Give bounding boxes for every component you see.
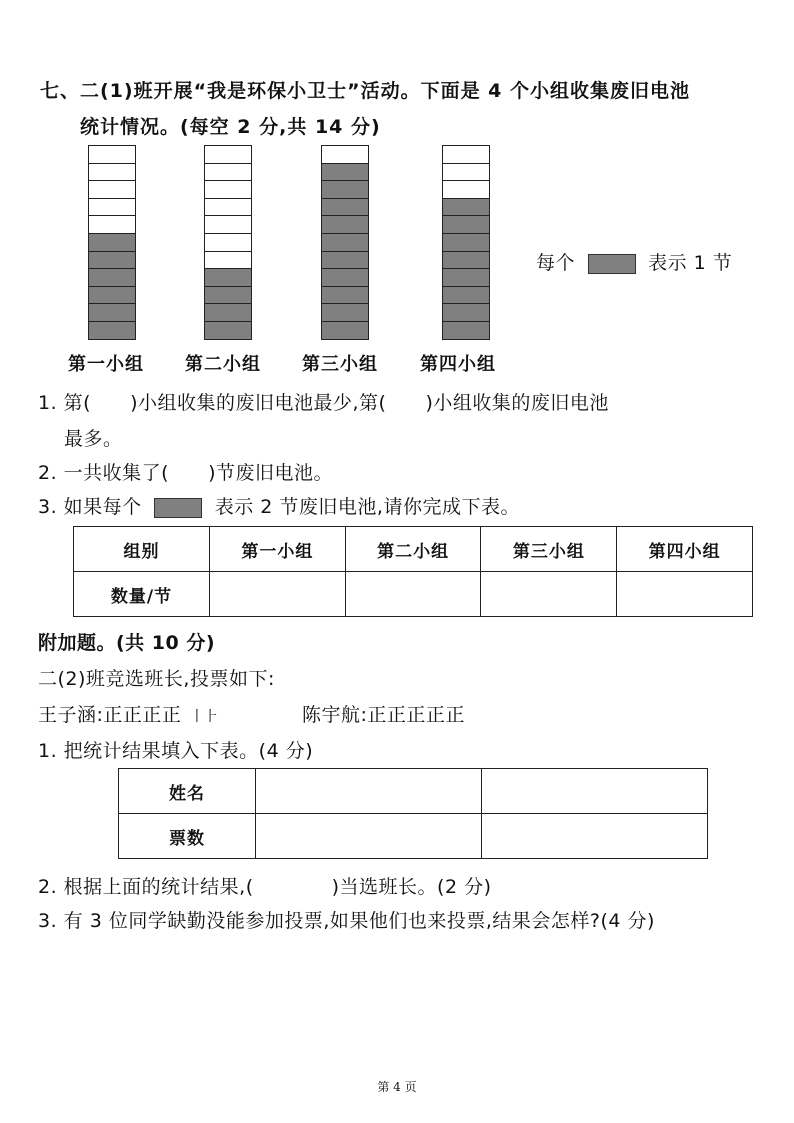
filled-cell	[321, 215, 369, 233]
empty-cell	[88, 163, 136, 181]
question-1-line1: 1. 第( )小组收集的废旧电池最少,第( )小组收集的废旧电池	[38, 392, 609, 414]
table-header-cell: 第三小组	[481, 527, 617, 572]
empty-cell	[204, 145, 252, 163]
question-3	[38, 492, 520, 519]
table-header-cell: 第四小组	[617, 527, 753, 572]
filled-cell	[321, 233, 369, 251]
bonus-question-1: 1. 把统计结果填入下表。(4 分)	[38, 740, 314, 762]
answer-cell[interactable]	[481, 814, 707, 859]
bonus-question-2: 2. 根据上面的统计结果,( )当选班长。(2 分)	[38, 876, 492, 898]
chart-category-label: 第二小组	[185, 354, 261, 375]
answer-cell[interactable]	[345, 572, 481, 617]
table-row	[119, 769, 708, 814]
legend-prefix: 每个	[536, 252, 576, 274]
question-2: 2. 一共收集了( )节废旧电池。	[38, 462, 333, 484]
chart-column-4	[442, 145, 490, 340]
chart-column-3	[321, 145, 369, 340]
filled-cell	[321, 321, 369, 340]
filled-cell	[321, 286, 369, 304]
filled-cell	[204, 268, 252, 286]
filled-cell	[442, 198, 490, 216]
filled-cell	[442, 303, 490, 321]
filled-cell	[88, 321, 136, 340]
chart-category-label: 第四小组	[420, 354, 496, 375]
question-1-line2: 最多。	[64, 428, 123, 450]
table-row-label: 数量/节	[74, 572, 210, 617]
tally-chen	[302, 700, 465, 727]
table-header-cell: 组别	[74, 527, 210, 572]
filled-cell	[442, 233, 490, 251]
legend-suffix: 表示 1 节	[648, 252, 733, 274]
filled-cell	[442, 321, 490, 340]
table-header-row	[74, 527, 753, 572]
filled-cell	[204, 321, 252, 340]
filled-cell	[442, 268, 490, 286]
empty-cell	[204, 215, 252, 233]
filled-cell	[88, 286, 136, 304]
filled-cell	[204, 303, 252, 321]
filled-cell	[88, 268, 136, 286]
empty-cell	[204, 233, 252, 251]
question-3-suffix: 表示 2 节废旧电池,请你完成下表。	[214, 496, 520, 518]
empty-cell	[442, 180, 490, 198]
answer-cell[interactable]	[255, 769, 481, 814]
empty-cell	[88, 145, 136, 163]
battery-count-table	[73, 526, 753, 617]
empty-cell	[204, 198, 252, 216]
chart-column-2	[204, 145, 252, 340]
empty-cell	[442, 163, 490, 181]
table-header-cell: 第一小组	[209, 527, 345, 572]
bonus-intro: 二(2)班竞选班长,投票如下:	[38, 668, 275, 690]
filled-cell	[321, 163, 369, 181]
filled-cell	[88, 233, 136, 251]
filled-cell	[321, 251, 369, 269]
question-3-swatch	[154, 498, 202, 518]
empty-cell	[204, 163, 252, 181]
filled-cell	[88, 251, 136, 269]
empty-cell	[88, 180, 136, 198]
bonus-question-3: 3. 有 3 位同学缺勤没能参加投票,如果他们也来投票,结果会怎样?(4 分)	[38, 910, 655, 932]
empty-cell	[321, 145, 369, 163]
filled-cell	[442, 215, 490, 233]
filled-cell	[321, 268, 369, 286]
filled-cell	[204, 286, 252, 304]
legend-swatch	[588, 254, 636, 274]
filled-cell	[442, 251, 490, 269]
table-row-label: 票数	[119, 814, 256, 859]
table-row	[119, 814, 708, 859]
tally-wang	[38, 700, 219, 727]
legend	[536, 248, 732, 275]
question-3-prefix: 3. 如果每个	[38, 496, 142, 518]
chart-category-label: 第三小组	[302, 354, 378, 375]
answer-cell[interactable]	[481, 769, 707, 814]
answer-cell[interactable]	[209, 572, 345, 617]
tally-name: 王子涵:	[38, 704, 104, 726]
answer-cell[interactable]	[481, 572, 617, 617]
table-row-label: 姓名	[119, 769, 256, 814]
tally-marks: 正正正正正	[367, 704, 465, 726]
empty-cell	[204, 251, 252, 269]
answer-cell[interactable]	[617, 572, 753, 617]
filled-cell	[321, 180, 369, 198]
table-header-cell: 第二小组	[345, 527, 481, 572]
vote-count-table	[118, 768, 708, 859]
filled-cell	[321, 303, 369, 321]
page-number: 第 4 页	[377, 1080, 417, 1094]
empty-cell	[204, 180, 252, 198]
bonus-title: 附加题。(共 10 分)	[38, 632, 216, 654]
tally-partial-mark: ⼁⺊	[189, 709, 219, 725]
chart-column-1	[88, 145, 136, 340]
filled-cell	[88, 303, 136, 321]
filled-cell	[442, 286, 490, 304]
empty-cell	[88, 198, 136, 216]
answer-cell[interactable]	[255, 814, 481, 859]
tally-marks: 正正正正	[103, 704, 182, 726]
section-heading-line2: 统计情况。(每空 2 分,共 14 分)	[80, 116, 381, 138]
chart-category-label: 第一小组	[68, 354, 144, 375]
filled-cell	[321, 198, 369, 216]
table-data-row	[74, 572, 753, 617]
section-heading-line1: 七、二(1)班开展“我是环保小卫士”活动。下面是 4 个小组收集废旧电池	[40, 80, 691, 102]
tally-name: 陈宇航:	[302, 704, 368, 726]
empty-cell	[442, 145, 490, 163]
empty-cell	[88, 215, 136, 233]
